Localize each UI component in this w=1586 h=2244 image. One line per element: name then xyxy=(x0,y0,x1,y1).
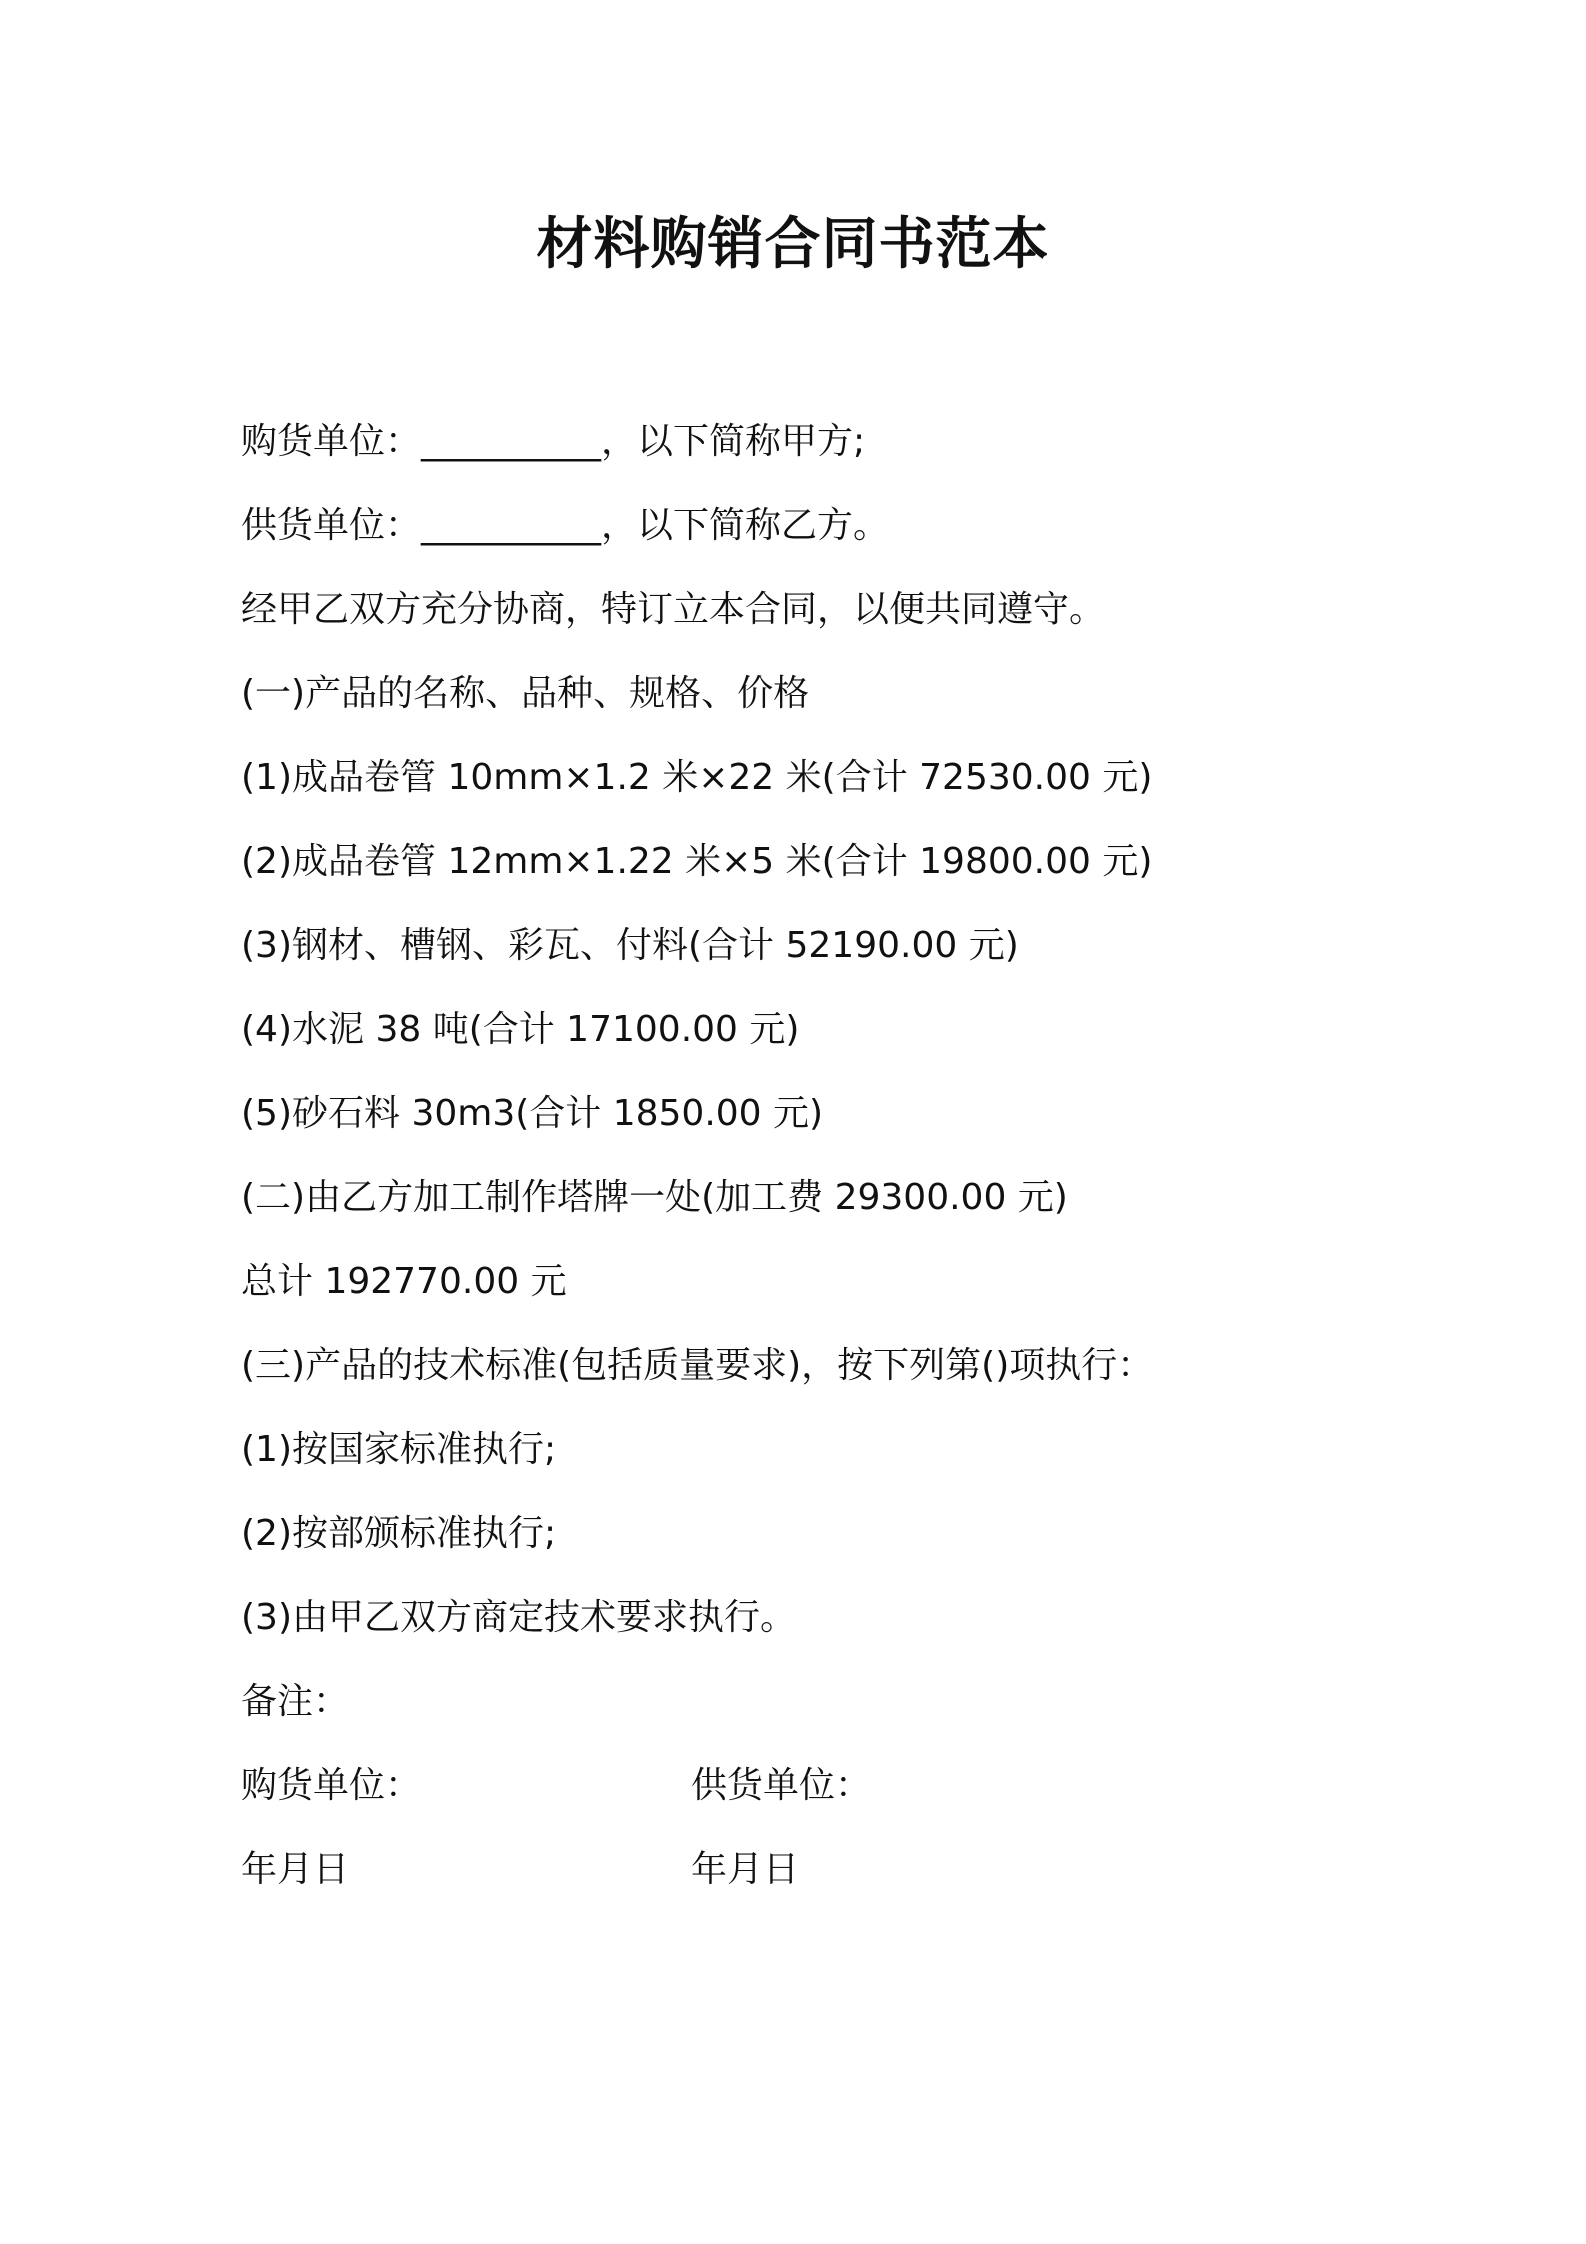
total-line: 总计 192770.00 元 xyxy=(241,1261,567,1302)
agreement-line: 经甲乙双方充分协商，特订立本合同，以便共同遵守。 xyxy=(241,589,1106,630)
item-1: (1)成品卷管 10mm×1.2 米×22 米(合计 72530.00 元) xyxy=(241,757,1153,798)
section-2-heading: (二)由乙方加工制作塔牌一处(加工费 29300.00 元) xyxy=(241,1177,1068,1218)
supplier-signature-label: 供货单位： xyxy=(691,1765,872,1806)
item-3: (3)钢材、槽钢、彩瓦、付料(合计 52190.00 元) xyxy=(241,925,1019,966)
document-body xyxy=(241,400,1361,1912)
section-1-heading: (一)产品的名称、品种、规格、价格 xyxy=(241,673,810,714)
section-3-heading: (三)产品的技术标准(包括质量要求)，按下列第()项执行： xyxy=(241,1345,1154,1386)
standard-1: (1)按国家标准执行; xyxy=(241,1429,557,1470)
signature-date-row xyxy=(241,1828,1361,1912)
standard-3: (3)由甲乙双方商定技术要求执行。 xyxy=(241,1597,796,1638)
standard-2: (2)按部颁标准执行; xyxy=(241,1513,557,1554)
buyer-signature-label: 购货单位： xyxy=(241,1765,422,1806)
item-5: (5)砂石料 30m3(合计 1850.00 元) xyxy=(241,1093,824,1134)
buyer-date: 年月日 xyxy=(241,1849,350,1890)
remarks-label: 备注： xyxy=(241,1681,350,1722)
supplier-line: 供货单位：__________，以下简称乙方。 xyxy=(241,505,890,546)
item-2: (2)成品卷管 12mm×1.22 米×5 米(合计 19800.00 元) xyxy=(241,841,1153,882)
signature-units-row xyxy=(241,1744,1361,1828)
item-4: (4)水泥 38 吨(合计 17100.00 元) xyxy=(241,1009,800,1050)
buyer-line: 购货单位：__________，以下简称甲方; xyxy=(241,421,866,462)
document-title: 材料购销合同书范本 xyxy=(536,212,1050,277)
supplier-date: 年月日 xyxy=(691,1849,800,1890)
